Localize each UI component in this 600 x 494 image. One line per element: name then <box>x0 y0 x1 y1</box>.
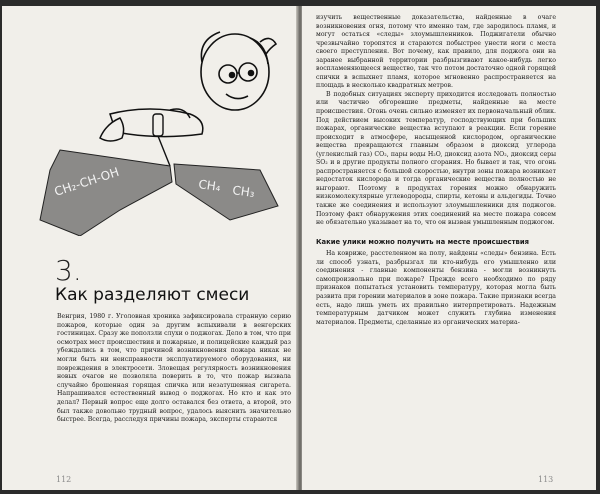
right-page <box>302 6 596 490</box>
paragraph-3: На ковриже, расстеленном на полу, найдены «следы» бензина. Есть ли способ узнать, разбрызгал ли кто-нибудь его умышленно или соединения - главные компоненты бензина - могли возникнуть самопроизвольно при пожаре? Прежде всего необходимо по ряду признаков попытаться установить температуру, которая могла быть развита при горении материалов в зоне пожара. Такие признаки всегда есть, надо лишь уметь их правильно интерпретировать. Надежным температурным датчиком может служить глубина изменения материалов. Предметы, сделанные из органических материа- <box>316 250 556 326</box>
formula-right-1: CH₄ <box>197 177 222 195</box>
paragraph-2: В подобных ситуациях эксперту приходится исследовать полностью или частично обгоревшие предметы, найденные на месте происшествия. Огонь очень сильно изменяет их первоначальный облик. Под действием высоких температур, господствующих при больших пожарах, органические вещества вступают в реакции. Если горение происходит в атмосфере, насыщенной кислородом, органические вещества превращаются главным образом в диоксид углерода (углекислый газ) CO₂, пары воды H₂O, диоксид азота NO₂, диоксид серы SO₂ и в другие продукты полного сгорания. Но бывает и так, что огонь распространяется с большой скоростью, внутри зоны пожара возникает недостаток кислорода и тогда органические вещества полностью не выгорают. Поэтому в продуктах горения можно обнаружить низкомолекулярные углеводороды, спирты, кетоны и альдегиды. Точно также же соединения и используют злоумышленники для поджогов. Поэтому факт обнаружения этих соединений на месте пожара совсем не обязательно указывает на то, что он вызван умышленным поджогом. <box>316 90 556 227</box>
formula-left: CH₂-CH-OH <box>52 164 121 199</box>
formula-right-2: CH₃ <box>231 183 256 201</box>
chapter-number: 3. <box>55 254 82 287</box>
page-number-left: 112 <box>56 475 72 484</box>
chapter-title: Как разделяют смеси <box>55 285 250 305</box>
scientist-illustration <box>20 10 290 236</box>
scientist-head <box>201 32 276 110</box>
left-body-text: Венгрия, 1980 г. Уголовная хроника зафиксировала странную серию пожаров, которые один за другим вспыхивали в венгерских гостиницах. Сразу же поползли слухи о поджогах. Дело в том, что при осмотрах мест происшествия и пожарные, и полицейские каждый раз убеждались в том, что причиной возникновения пожара никак не могли быть ни неисправности эксплуатируемого оборудования, ни повреждения в электросети. Зловещая регулярность возникновения новых очагов не позволяла поверить в то, что пожар вызвала случайно брошенная горящая спичка или незатушенная сигарета. Напрашивался естественный вывод о поджогах. Но кто и как это делал? Первый вопрос еще долго оставался без ответа, а второй, это был также довольно трудный вопрос, удалось выяснить значительно быстрее. Всегда, расследуя причины пожара, эксперты стараются <box>57 313 291 424</box>
scientist-arm <box>100 109 203 141</box>
section-heading: Какие улики можно получить на месте происшествия <box>316 237 529 246</box>
paragraph-1: изучить вещественные доказательства, найденные в очаге возникновения огня, потому что именно там, где зародилось пламя, и могут остаться «следы» злоумышленников. Поджигатели обычно чрезвычайно торопятся и стараются побыстрее унести ноги с места своего преступления. Вот почему, как правило, для поджога они на заранее выбранной территории разбрызгивают какое-нибудь легко воспламеняющееся вещество, так что потом достаточно одной горящей спички в вспыхнет пламя, которое мгновенно распространяется на площадь в несколько квадратных метров. <box>316 14 556 90</box>
right-body <box>316 14 556 327</box>
left-page <box>2 6 298 490</box>
page-number-right: 113 <box>538 475 554 484</box>
